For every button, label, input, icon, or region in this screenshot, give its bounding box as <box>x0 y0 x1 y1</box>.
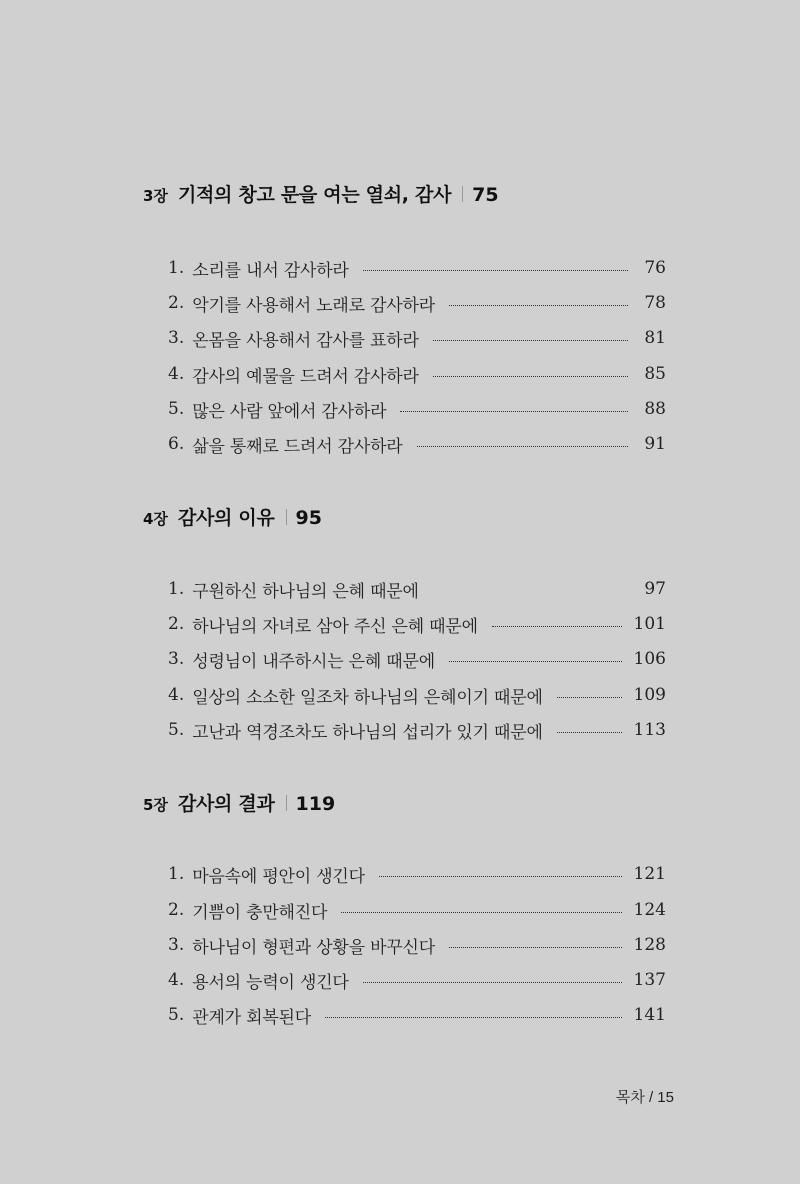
entry-title: 기쁨이 충만해진다 <box>192 902 328 923</box>
chapter-heading <box>143 503 322 530</box>
entry-page-number: 81 <box>644 328 666 348</box>
entry-page-number: 91 <box>644 434 666 454</box>
entry-title: 마음속에 평안이 생긴다 <box>192 866 365 887</box>
toc-entry[interactable] <box>168 576 666 602</box>
entry-title: 고난과 역경조차도 하나님의 섭리가 있기 때문에 <box>192 722 543 743</box>
toc-entry[interactable] <box>168 255 666 281</box>
chapter-divider <box>462 186 463 202</box>
chapter-number: 5장 <box>143 796 168 814</box>
entry-title: 온몸을 사용해서 감사를 표하라 <box>192 330 419 351</box>
dot-leader <box>449 947 622 948</box>
page-footer: 목차 / 15 <box>615 1089 674 1106</box>
chapter-heading <box>143 789 335 816</box>
entry-number: 6. <box>168 434 185 454</box>
entry-number: 1. <box>168 864 185 884</box>
entry-page-number: 106 <box>633 649 666 669</box>
entry-page-number: 128 <box>633 935 666 955</box>
entry-number: 4. <box>168 364 185 384</box>
entry-page-number: 78 <box>644 293 666 313</box>
toc-entry[interactable] <box>168 611 666 637</box>
toc-entry[interactable] <box>168 431 666 457</box>
entry-page-number: 141 <box>633 1005 666 1025</box>
chapter-divider <box>286 795 287 811</box>
chapter-number: 4장 <box>143 510 168 528</box>
entry-number: 2. <box>168 900 185 920</box>
chapter-title: 감사의 결과 <box>177 793 275 815</box>
toc-entry[interactable] <box>168 717 666 743</box>
toc-entry[interactable] <box>168 646 666 672</box>
entry-number: 3. <box>168 935 185 955</box>
entry-title: 성령님이 내주하시는 은혜 때문에 <box>192 651 435 672</box>
entry-number: 5. <box>168 720 185 740</box>
dot-leader <box>492 626 622 627</box>
entry-title: 하나님이 형편과 상황을 바꾸신다 <box>192 937 435 958</box>
dot-leader <box>379 876 622 877</box>
dot-leader <box>449 661 622 662</box>
toc-entry[interactable] <box>168 682 666 708</box>
entry-title: 삶을 통째로 드려서 감사하라 <box>192 436 403 457</box>
entry-number: 2. <box>168 614 185 634</box>
toc-entry[interactable] <box>168 396 666 422</box>
entry-title: 많은 사람 앞에서 감사하라 <box>192 401 387 422</box>
entry-title: 구원하신 하나님의 은혜 때문에 <box>192 581 419 602</box>
entry-page-number: 85 <box>644 364 666 384</box>
entry-page-number: 97 <box>644 579 666 599</box>
dot-leader <box>341 912 621 913</box>
dot-leader <box>449 305 628 306</box>
entry-title: 일상의 소소한 일조차 하나님의 은혜이기 때문에 <box>192 687 543 708</box>
toc-entry[interactable] <box>168 967 666 993</box>
toc-entry[interactable] <box>168 325 666 351</box>
toc-entry[interactable] <box>168 361 666 387</box>
entry-number: 4. <box>168 970 185 990</box>
dot-leader <box>363 270 628 271</box>
entry-page-number: 113 <box>633 720 666 740</box>
chapter-title: 기적의 창고 문을 여는 열쇠, 감사 <box>177 184 452 206</box>
entry-page-number: 121 <box>633 864 666 884</box>
dot-leader <box>363 982 622 983</box>
chapter-page-number: 119 <box>295 793 336 815</box>
dot-leader <box>417 446 628 447</box>
toc-entry[interactable] <box>168 290 666 316</box>
entry-number: 1. <box>168 258 185 278</box>
entry-title: 하나님의 자녀로 삼아 주신 은혜 때문에 <box>192 616 478 637</box>
entry-number: 5. <box>168 399 185 419</box>
chapter-title: 감사의 이유 <box>177 507 275 529</box>
entry-title: 용서의 능력이 생긴다 <box>192 972 349 993</box>
entry-page-number: 101 <box>633 614 666 634</box>
chapter-number: 3장 <box>143 187 168 205</box>
entry-page-number: 137 <box>633 970 666 990</box>
chapter-page-number: 75 <box>472 184 499 206</box>
chapter-page-number: 95 <box>295 507 322 529</box>
entry-page-number: 76 <box>644 258 666 278</box>
dot-leader <box>400 411 628 412</box>
entry-title: 감사의 예물을 드려서 감사하라 <box>192 366 419 387</box>
entry-number: 1. <box>168 579 185 599</box>
toc-entry[interactable] <box>168 932 666 958</box>
entry-page-number: 124 <box>633 900 666 920</box>
dot-leader <box>433 340 628 341</box>
entry-page-number: 109 <box>633 685 666 705</box>
dot-leader <box>433 376 628 377</box>
chapter-heading <box>143 180 499 207</box>
dot-leader <box>557 732 622 733</box>
entry-title: 관계가 회복된다 <box>192 1007 311 1028</box>
entry-number: 4. <box>168 685 185 705</box>
entry-title: 소리를 내서 감사하라 <box>192 260 349 281</box>
entry-number: 3. <box>168 328 185 348</box>
dot-leader <box>557 697 622 698</box>
toc-entry[interactable] <box>168 897 666 923</box>
entry-number: 2. <box>168 293 185 313</box>
chapter-divider <box>286 509 287 525</box>
entry-number: 5. <box>168 1005 185 1025</box>
toc-entry[interactable] <box>168 1002 666 1028</box>
entry-page-number: 88 <box>644 399 666 419</box>
dot-leader <box>325 1017 622 1018</box>
entry-number: 3. <box>168 649 185 669</box>
entry-title: 악기를 사용해서 노래로 감사하라 <box>192 295 435 316</box>
toc-entry[interactable] <box>168 861 666 887</box>
